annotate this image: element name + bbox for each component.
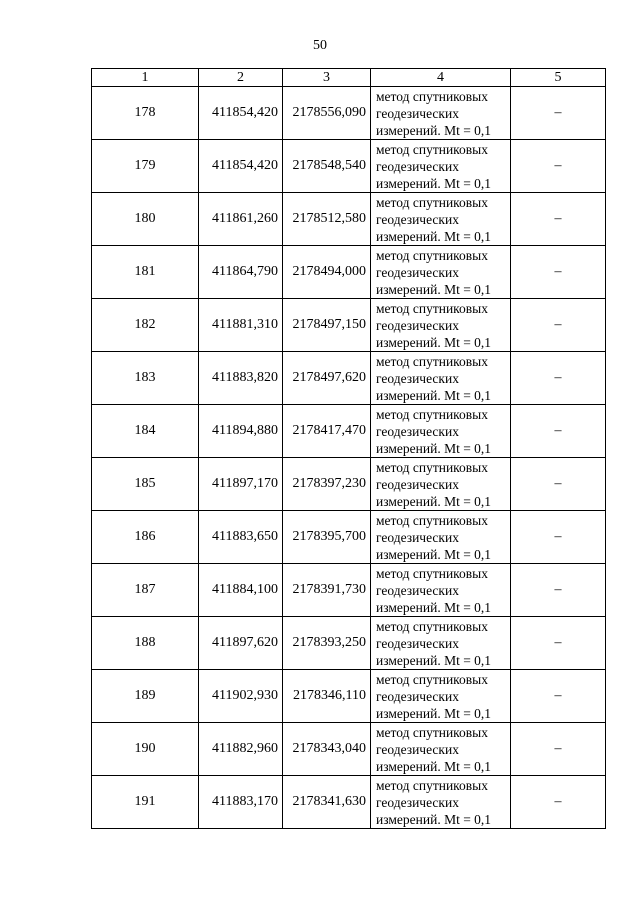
table-body	[92, 87, 606, 829]
point-number: 186	[92, 511, 199, 564]
point-number: 189	[92, 670, 199, 723]
x-coordinate: 411883,820	[199, 352, 283, 405]
method-line-1: метод спутниковых	[376, 777, 488, 793]
column-5-value: –	[511, 670, 606, 723]
column-5-value: –	[511, 564, 606, 617]
method-line-2: геодезических	[376, 688, 459, 704]
header-col-4: 4	[371, 69, 511, 87]
table-row	[92, 723, 606, 776]
method-line-3: измерений. Mt = 0,1	[376, 387, 492, 403]
column-5-value: –	[511, 511, 606, 564]
measurement-method	[371, 723, 511, 776]
x-coordinate: 411902,930	[199, 670, 283, 723]
x-coordinate: 411864,790	[199, 246, 283, 299]
measurement-method	[371, 776, 511, 829]
x-coordinate: 411881,310	[199, 299, 283, 352]
method-line-1: метод спутниковых	[376, 618, 488, 634]
column-5-value: –	[511, 87, 606, 140]
y-coordinate: 2178397,230	[283, 458, 371, 511]
method-line-3: измерений. Mt = 0,1	[376, 546, 492, 562]
method-line-1: метод спутниковых	[376, 512, 488, 528]
measurement-method	[371, 617, 511, 670]
method-line-3: измерений. Mt = 0,1	[376, 705, 492, 721]
method-line-1: метод спутниковых	[376, 671, 488, 687]
method-line-1: метод спутниковых	[376, 141, 488, 157]
page-number: 50	[313, 38, 327, 53]
header-col-5: 5	[511, 69, 606, 87]
method-line-3: измерений. Mt = 0,1	[376, 758, 492, 774]
table-row	[92, 511, 606, 564]
method-line-1: метод спутниковых	[376, 194, 488, 210]
y-coordinate: 2178512,580	[283, 193, 371, 246]
x-coordinate: 411883,650	[199, 511, 283, 564]
coordinates-table	[91, 68, 606, 829]
column-5-value: –	[511, 458, 606, 511]
measurement-method	[371, 511, 511, 564]
method-line-2: геодезических	[376, 158, 459, 174]
point-number: 190	[92, 723, 199, 776]
y-coordinate: 2178346,110	[283, 670, 371, 723]
measurement-method	[371, 193, 511, 246]
column-5-value: –	[511, 776, 606, 829]
method-line-2: геодезических	[376, 105, 459, 121]
measurement-method	[371, 87, 511, 140]
header-row	[92, 69, 606, 87]
point-number: 185	[92, 458, 199, 511]
table-row	[92, 670, 606, 723]
method-line-2: геодезических	[376, 317, 459, 333]
measurement-method	[371, 352, 511, 405]
measurement-method	[371, 670, 511, 723]
method-line-1: метод спутниковых	[376, 724, 488, 740]
y-coordinate: 2178556,090	[283, 87, 371, 140]
point-number: 182	[92, 299, 199, 352]
method-line-2: геодезических	[376, 423, 459, 439]
method-line-2: геодезических	[376, 529, 459, 545]
table-header	[92, 69, 606, 87]
method-line-3: измерений. Mt = 0,1	[376, 122, 492, 138]
column-5-value: –	[511, 246, 606, 299]
method-line-2: геодезических	[376, 794, 459, 810]
method-line-1: метод спутниковых	[376, 247, 488, 263]
point-number: 183	[92, 352, 199, 405]
column-5-value: –	[511, 405, 606, 458]
table-row	[92, 458, 606, 511]
method-line-2: геодезических	[376, 476, 459, 492]
table-row	[92, 776, 606, 829]
table-row	[92, 352, 606, 405]
point-number: 184	[92, 405, 199, 458]
column-5-value: –	[511, 352, 606, 405]
method-line-3: измерений. Mt = 0,1	[376, 440, 492, 456]
y-coordinate: 2178548,540	[283, 140, 371, 193]
y-coordinate: 2178343,040	[283, 723, 371, 776]
method-line-2: геодезических	[376, 741, 459, 757]
method-line-1: метод спутниковых	[376, 565, 488, 581]
table-row	[92, 617, 606, 670]
method-line-3: измерений. Mt = 0,1	[376, 175, 492, 191]
x-coordinate: 411894,880	[199, 405, 283, 458]
y-coordinate: 2178417,470	[283, 405, 371, 458]
y-coordinate: 2178393,250	[283, 617, 371, 670]
method-line-3: измерений. Mt = 0,1	[376, 334, 492, 350]
method-line-2: геодезических	[376, 635, 459, 651]
x-coordinate: 411882,960	[199, 723, 283, 776]
measurement-method	[371, 564, 511, 617]
x-coordinate: 411861,260	[199, 193, 283, 246]
measurement-method	[371, 405, 511, 458]
point-number: 181	[92, 246, 199, 299]
column-5-value: –	[511, 723, 606, 776]
point-number: 178	[92, 87, 199, 140]
header-col-1: 1	[92, 69, 199, 87]
y-coordinate: 2178497,620	[283, 352, 371, 405]
method-line-2: геодезических	[376, 370, 459, 386]
method-line-3: измерений. Mt = 0,1	[376, 599, 492, 615]
y-coordinate: 2178341,630	[283, 776, 371, 829]
column-5-value: –	[511, 299, 606, 352]
point-number: 179	[92, 140, 199, 193]
table-row	[92, 193, 606, 246]
measurement-method	[371, 140, 511, 193]
measurement-method	[371, 458, 511, 511]
method-line-2: геодезических	[376, 264, 459, 280]
method-line-2: геодезических	[376, 211, 459, 227]
table-row	[92, 405, 606, 458]
method-line-1: метод спутниковых	[376, 300, 488, 316]
measurement-method	[371, 299, 511, 352]
method-line-1: метод спутниковых	[376, 353, 488, 369]
table-row	[92, 564, 606, 617]
table-row	[92, 299, 606, 352]
measurement-method	[371, 246, 511, 299]
header-col-3: 3	[283, 69, 371, 87]
table-row	[92, 140, 606, 193]
method-line-3: измерений. Mt = 0,1	[376, 228, 492, 244]
x-coordinate: 411884,100	[199, 564, 283, 617]
method-line-1: метод спутниковых	[376, 406, 488, 422]
y-coordinate: 2178391,730	[283, 564, 371, 617]
x-coordinate: 411854,420	[199, 140, 283, 193]
point-number: 191	[92, 776, 199, 829]
y-coordinate: 2178494,000	[283, 246, 371, 299]
column-5-value: –	[511, 140, 606, 193]
column-5-value: –	[511, 193, 606, 246]
point-number: 180	[92, 193, 199, 246]
x-coordinate: 411897,620	[199, 617, 283, 670]
method-line-2: геодезических	[376, 582, 459, 598]
method-line-1: метод спутниковых	[376, 88, 488, 104]
point-number: 187	[92, 564, 199, 617]
method-line-3: измерений. Mt = 0,1	[376, 281, 492, 297]
x-coordinate: 411897,170	[199, 458, 283, 511]
method-line-3: измерений. Mt = 0,1	[376, 493, 492, 509]
column-5-value: –	[511, 617, 606, 670]
table-row	[92, 246, 606, 299]
y-coordinate: 2178395,700	[283, 511, 371, 564]
method-line-1: метод спутниковых	[376, 459, 488, 475]
table-row	[92, 87, 606, 140]
x-coordinate: 411854,420	[199, 87, 283, 140]
method-line-3: измерений. Mt = 0,1	[376, 811, 492, 827]
header-col-2: 2	[199, 69, 283, 87]
x-coordinate: 411883,170	[199, 776, 283, 829]
method-line-3: измерений. Mt = 0,1	[376, 652, 492, 668]
y-coordinate: 2178497,150	[283, 299, 371, 352]
point-number: 188	[92, 617, 199, 670]
